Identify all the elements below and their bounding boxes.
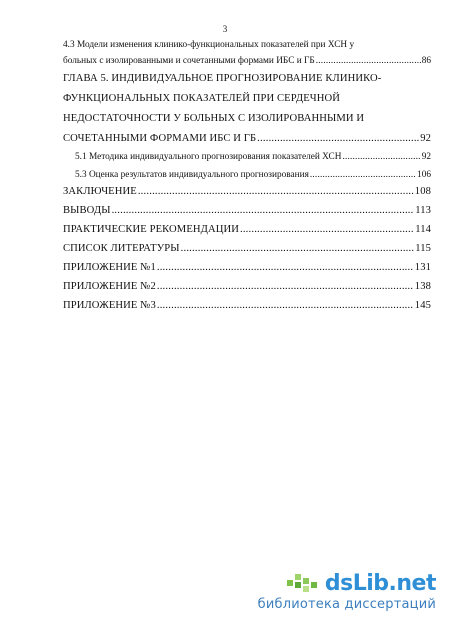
- toc-appendix-1: [63, 260, 431, 276]
- dot-leader: [257, 131, 419, 147]
- dot-leader: [240, 222, 414, 238]
- toc-references-text: СПИСОК ЛИТЕРАТУРЫ: [63, 243, 180, 254]
- toc-page-number: 108: [414, 186, 431, 197]
- toc-appendix-2-text: ПРИЛОЖЕНИЕ №2: [63, 281, 156, 292]
- toc-entry-5-1-text: 5.1 Методика индивидуального прогнозирования показателей ХСН: [75, 152, 342, 162]
- toc-page-number: 145: [414, 300, 431, 311]
- dot-leader: [157, 279, 414, 295]
- toc-findings: [63, 203, 431, 219]
- page-number: 3: [222, 24, 228, 34]
- toc-chapter-5-line-2: ФУНКЦИОНАЛЬНЫХ ПОКАЗАТЕЛЕЙ ПРИ СЕРДЕЧНОЙ: [63, 93, 341, 104]
- toc-page-number: 138: [414, 281, 431, 292]
- toc-page-number: 92: [421, 152, 431, 162]
- toc-chapter-5-line-4: СОЧЕТАННЫМИ ФОРМАМИ ИБС И ГБ: [63, 133, 257, 144]
- toc-appendix-2: [63, 279, 431, 295]
- dot-leader: [157, 298, 414, 314]
- toc-entry-5-3: [75, 167, 431, 183]
- dot-leader: [157, 260, 414, 276]
- toc-references: [63, 241, 431, 257]
- dot-leader: [181, 241, 415, 257]
- toc-entry-4-3: [63, 53, 431, 69]
- toc-conclusion: [63, 184, 431, 200]
- toc-recommendations: [63, 222, 431, 238]
- toc-chapter-5-line-3: НЕДОСТАТОЧНОСТИ У БОЛЬНЫХ С ИЗОЛИРОВАННЫМИ И: [63, 113, 365, 124]
- dot-leader: [112, 203, 415, 219]
- toc-entry-5-1: [75, 149, 431, 165]
- toc-appendix-3-text: ПРИЛОЖЕНИЕ №3: [63, 300, 156, 311]
- dot-leader: [310, 167, 416, 183]
- toc-page-number: 114: [415, 224, 431, 235]
- toc-findings-text: ВЫВОДЫ: [63, 205, 111, 216]
- toc-page-number: 115: [415, 243, 431, 254]
- dot-leader: [138, 184, 414, 200]
- dslib-logo-icon: [286, 573, 320, 595]
- toc-entry-5-3-text: 5.3 Оценка результатов индивидуального прогнозирования: [75, 170, 309, 180]
- toc-appendix-3: [63, 298, 431, 314]
- toc-entry-4-3-line-1: 4.3 Модели изменения клинико-функциональных показателей при ХСН у: [63, 40, 355, 50]
- watermark-tagline: библиотека диссертаций: [257, 597, 436, 612]
- toc-chapter-5-line-1: ГЛАВА 5. ИНДИВИДУАЛЬНОЕ ПРОГНОЗИРОВАНИЕ КЛИНИКО-: [63, 73, 382, 84]
- watermark-name: dsLib.net: [324, 571, 436, 596]
- toc-conclusion-text: ЗАКЛЮЧЕНИЕ: [63, 186, 137, 197]
- toc-recommendations-text: ПРАКТИЧЕСКИЕ РЕКОМЕНДАЦИИ: [63, 224, 239, 235]
- toc-page-number: 106: [417, 170, 431, 180]
- toc-entry-4-3-line-2: больных с изолированными и сочетанными формами ИБС и ГБ: [63, 56, 315, 66]
- dslib-watermark: [258, 571, 436, 612]
- toc-page-number: 131: [414, 262, 431, 273]
- dot-leader: [316, 53, 421, 69]
- toc-page-number: 86: [421, 56, 431, 66]
- toc-page-number: 113: [415, 205, 431, 216]
- dot-leader: [342, 149, 420, 165]
- toc-chapter-5: [63, 131, 431, 147]
- toc-appendix-1-text: ПРИЛОЖЕНИЕ №1: [63, 262, 156, 273]
- toc-page-number: 92: [420, 133, 431, 144]
